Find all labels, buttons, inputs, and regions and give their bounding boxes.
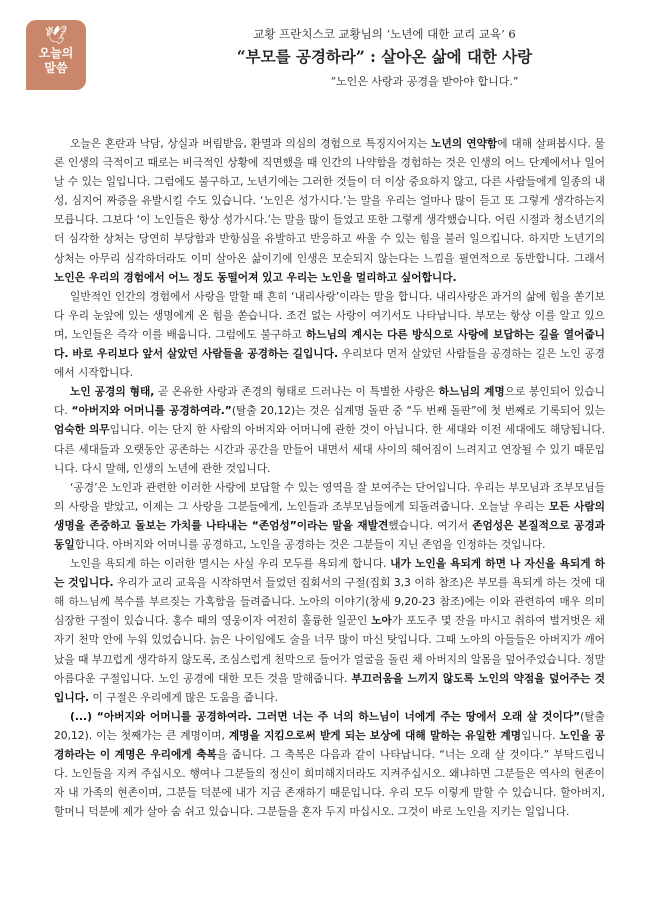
emphasis-text: 하느님의 계시는 다른 방식으로 사랑에 보답하는 길을 열어줍니다. 바로 우리보다 앞서 살았던 사람들을 공경하는 길입니다. — [54, 327, 605, 361]
logo-line1: 오늘의 — [38, 46, 74, 60]
body-text: 입니다. 이는 단지 한 사람의 아버지와 어머니에 관한 것이 아닙니다. 한 세대와 이전 세대에도 해당됩니다. 다른 세대들과 오랫동안 공존하는 시간과 공간을 만들어 내면서 세대 사이의 헤어짐이 느려지고 연장될 수 있기 때문입니다. 다시 말해, 인생의 노년에 관한 것입니다. — [54, 423, 606, 475]
emphasis-text: 노인 공경의 형태, — [70, 385, 155, 399]
emphasis-text: 노인은 우리의 경험에서 어느 정도 동떨어져 있고 우리는 노인을 멀리하고 싶어합니다. — [54, 270, 457, 284]
body-text: 합니다. 아버지와 어머니를 공경하고, 노인을 공경하는 것은 그분들이 지닌 존엄을 인정하는 것입니다. — [74, 537, 546, 551]
page-header — [100, 26, 629, 90]
emphasis-text: 하느님의 계명 — [438, 385, 505, 399]
emphasis-text: 내가 노인을 욕되게 하면 나 자신을 욕되게 하는 것입니다. — [54, 557, 606, 590]
body-text: 으로 봉인되어 있습니다. — [54, 385, 605, 418]
emphasis-text: 노년의 연약함 — [431, 137, 498, 150]
dove-icon: 🕊 — [44, 25, 68, 46]
article-body — [54, 134, 605, 821]
emphasis-text: (...) “아버지와 어머니를 공경하여라. 그러면 너는 주 너의 하느님이 너에게 주는 땅에서 오래 살 것이다” — [70, 709, 581, 723]
body-text: 을 줍니다. 그 축복은 다음과 같이 나타납니다. “너는 오래 살 것이다.” 부탁드립니다. 노인들을 지켜 주십시오. 행여나 그분들의 정신이 희미해지더라도 지켜주십시오. 왜냐하면 그분들은 역사의 현존이자 내 가족의 현존이며, 그분들 덕분에 내가 지금 존재하기 때문입니다. 우리 모두 이렇게 말할 수 있습니다. 할아버지, 할머니 덕분에 제가 살아 숨 쉬고 있습니다. 그분들을 혼자 두지 마십시오. 그것이 바로 노인을 지키는 일입니다. — [54, 748, 605, 819]
emphasis-text: “아버지와 어머니를 공경하여라.” — [71, 404, 232, 418]
logo-badge — [26, 20, 86, 90]
body-text: (탈출 20,12)는 것은 십계명 돌판 중 “두 번째 돌판”에 첫 번째로 기록되어 있는 — [231, 404, 606, 418]
body-text: 우리보다 먼저 살았던 사람들을 공경하는 길은 노인 공경에서 시작합니다. — [54, 347, 606, 380]
body-text: 곧 온유한 사랑과 존경의 형태로 드러나는 이 특별한 사랑은 — [154, 385, 439, 399]
body-text: ‘공경’은 노인과 관련한 이러한 사랑에 보답할 수 있는 영역을 잘 보여주는 단어입니다. 우리는 부모님과 조부모님들의 사랑을 받았고, 이제는 그 사랑을 그분들에게, 노인들과 조부모님들에게 되돌려줍니다. 오늘날 우리는 — [54, 480, 605, 513]
logo-line2: 말씀 — [44, 61, 68, 75]
body-text: 이 구절은 우리에게 많은 도움을 줍니다. — [89, 690, 279, 704]
page-title: “부모를 공경하라” : 살아온 삶에 대한 사랑 — [236, 47, 533, 66]
emphasis-text: 엄숙한 의무 — [54, 423, 110, 437]
body-text: 가 포도주 몇 잔을 마시고 취하여 벌거벗은 채 자기 천막 안에 누워 있었습니다. 늙은 나이임에도 술을 너무 많이 마신 탓입니다. 그때 노아의 아들들은 아버지가 깨어났을 때 부끄럽게 생각하지 않도록, 조심스럽게 천막으로 들어가 얼굴을 돌린 채 아버지의 알몸을 덮어주었습니다. 정말 아름다운 구절입니다. 노인 공경에 대한 모든 것을 말해줍니다. — [54, 614, 605, 685]
paragraph — [54, 287, 605, 382]
page-subtitle: “노인은 사랑과 공경을 받아야 합니다.” — [330, 75, 519, 88]
paragraph — [54, 554, 605, 707]
paragraph — [54, 382, 605, 477]
body-text: 입니다. — [521, 728, 560, 742]
emphasis-text: 존엄성은 본질적으로 공경과 동일 — [54, 518, 605, 551]
body-text: (탈출 20,12). 이는 첫째가는 큰 계명이며, — [54, 709, 605, 742]
emphasis-text: 모든 사람의 생명을 존중하고 돌보는 가치를 나타내는 “존엄성”이라는 말을 재발견 — [54, 499, 606, 532]
body-text: 오늘은 혼란과 낙담, 상실과 버림받음, 환멸과 의심의 경험으로 특징지어지는 — [70, 137, 432, 150]
emphasis-text: 노아 — [371, 614, 392, 628]
emphasis-text: 부끄러움을 느끼지 않도록 노인의 약점을 덮어주는 것입니다. — [54, 671, 605, 704]
paragraph — [54, 707, 605, 822]
paragraph — [54, 134, 605, 287]
emphasis-text: 계명을 지킴으로써 받게 되는 보상에 대해 말하는 유일한 계명 — [228, 728, 522, 742]
series-title: 교황 프란치스코 교황님의 ‘노년에 대한 교리 교육’ 6 — [253, 27, 516, 41]
body-text: 했습니다. 여기서 — [388, 518, 473, 532]
body-text: 일반적인 인간의 경험에서 사랑을 말할 때 흔히 ‘내리사랑’이라는 말을 합니다. 내리사랑은 과거의 삶에 힘을 쏟기보다 우리 눈앞에 있는 생명에게 온 힘을 쏟습니다. 조건 없는 사랑이 여기서도 나타납니다. 부모는 항상 이를 알고 있으며, 노인들은 즉각 이를 배웁니다. 그럼에도 불구하고 — [54, 289, 605, 341]
paragraph — [54, 478, 605, 554]
body-text: 에 대해 살펴봅시다. 물론 인생의 극적이고 때로는 비극적인 상황에 직면했을 때 인간의 나약함을 경험하는 것은 인생의 어느 단계에서나 일어날 수 있는 일입니다. 그럼에도 불구하고, 노년기에는 그러한 것들이 더 이상 중요하지 않고, 다른 사람들에게 일종의 내성, 심지어 짜증을 유발시킬 수도 있습니다. ‘노인은 성가시다.’는 말을 우리는 얼마나 많이 듣고 또 그렇게 생각하는지 모릅니다. 그보다 ‘이 노인들은 항상 성가시다.’는 말을 많이 들었고 또한 그렇게 생각했습니다. 어린 시절과 청소년기의 더 심각한 상처는 당연히 부당함과 반항심을 유발하고 반응하고 싸울 수 있는 힘을 불러 일으킵니다. 하지만 노년기의 상처는 아무리 심각하더라도 이미 살아온 삶이기에 인생은 모순되지 않는다는 느낌을 필연적으로 동반합니다. 그래서 — [54, 137, 605, 265]
body-text: 노인을 욕되게 하는 이러한 멸시는 사실 우리 모두를 욕되게 합니다. — [70, 557, 391, 571]
body-text: 우리가 교리 교육을 시작하면서 들었던 집회서의 구절(집회 3,3 이하 참조)은 부모를 욕되게 하는 것에 대해 하느님께 복수를 부르짖는 가혹함을 들려줍니다. 노아의 이야기(창세 9,20-23 참조)에는 이와 관련하여 매우 의미심장한 구절이 있습니다. 홍수 때의 영웅이자 여전히 훌륭한 일꾼인 — [54, 576, 606, 628]
emphasis-text: 노인을 공경하라는 이 계명은 우리에게 축복 — [54, 728, 605, 761]
